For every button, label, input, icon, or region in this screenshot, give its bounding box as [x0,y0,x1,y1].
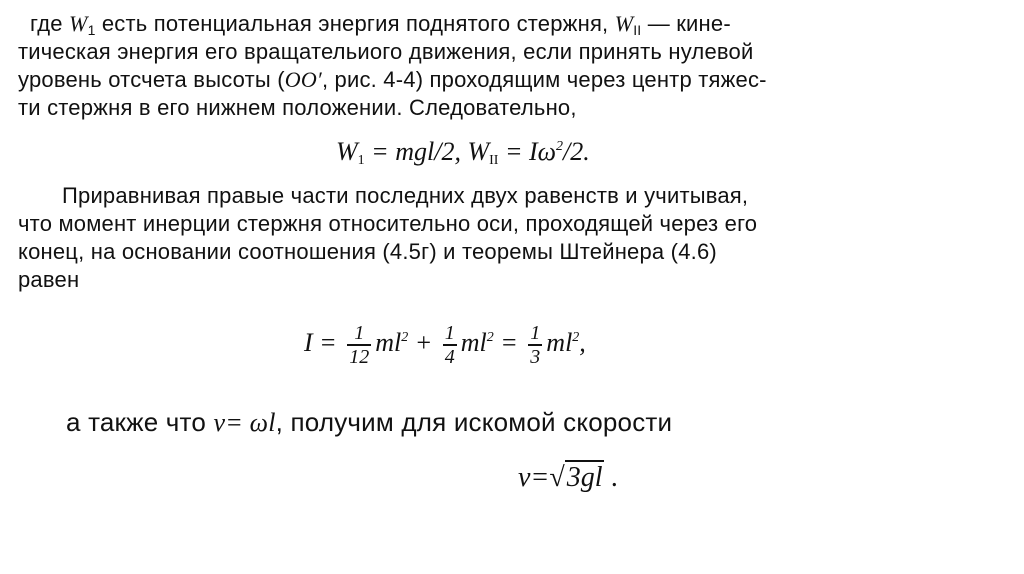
fraction-one-third: $\frac{1}{3}$ [530,322,541,369]
superscript: 2 [401,330,409,345]
inline-formula: v= ωl [213,408,276,437]
term: ml [460,328,487,357]
plus-sign: + [408,328,433,357]
fraction-one-fourth: $\frac{1}{4}$ [444,322,455,369]
paragraph3-line [66,406,672,439]
term: ml [546,328,573,357]
equation-part: /2. [563,137,590,166]
superscript: 2 [556,139,564,154]
equation-energies [336,132,590,176]
punctuation: . [604,462,619,493]
text-segment: — кине- [641,11,731,36]
radical-sign: √ [549,462,565,493]
symbol-W: W [467,137,490,166]
symbol-W: W [336,137,358,166]
text-segment: , рис. 4-4) проходящим через центр тяжес- [321,67,767,92]
text-segment: есть потенциальная энергия поднятого стержня, [95,11,615,36]
text-segment: где [30,11,70,36]
paragraph2-line1: Приравнивая правые части последних двух равенств и учитывая, [62,183,749,208]
subscript: 1 [357,153,365,168]
paragraph1-line2: тическая энергия его вращательиого движения, если принять нулевой [18,39,754,64]
equation-lhs: v= [518,462,550,493]
radicand: 3gl [566,462,603,493]
subscript: II [489,153,499,168]
equation-lhs: I = [304,328,337,357]
paragraph2-line3: конец, на основании соотношения (4.5г) и теоремы Штейнера (4.6) [18,239,717,264]
symbol-OO: ОО′ [284,67,322,92]
text-segment: а также что [66,407,214,437]
equation-part: = mgl/2, [364,137,461,166]
paragraph1-line4: ти стержня в его нижнем положении. Следовательно, [18,95,577,120]
square-root [549,460,604,496]
equation-part: = Iω [498,137,557,166]
equals-sign: = [493,328,518,357]
paragraph2-line2: что момент инерции стержня относительно оси, проходящей через его [18,211,758,236]
term: ml [375,328,402,357]
subscript: II [633,22,642,38]
text-segment: , получим для искомой скорости [275,407,673,437]
fraction-one-twelfth: $\frac{1}{12}$ [349,322,370,369]
punctuation: , [579,328,586,357]
superscript: 2 [572,330,580,345]
text-segment: уровень отсчета высоты ( [18,67,285,92]
paragraph2-line4: равен [18,267,80,292]
superscript: 2 [486,330,494,345]
equation-moment-of-inertia [304,308,586,373]
subscript: 1 [87,22,96,38]
paragraph1-line3 [18,66,767,94]
equation-velocity [518,460,618,496]
symbol-W: W [614,11,634,36]
symbol-W: W [69,11,88,36]
